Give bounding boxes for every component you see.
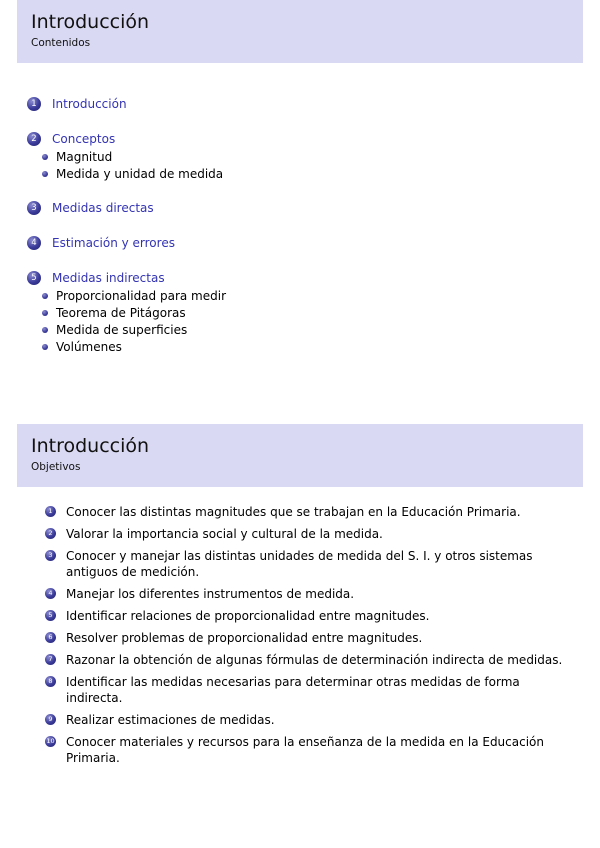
enum-number-icon: 4 [45, 588, 56, 599]
toc-section-5[interactable] [27, 269, 567, 355]
objective-item [45, 586, 565, 602]
objective-text: Conocer las distintas magnitudes que se trabajan en la Educación Primaria. [66, 505, 521, 519]
section-number-icon: 4 [27, 236, 41, 250]
toc-subsection-label: Medida de superficies [56, 322, 188, 337]
toc-subsection-label: Volúmenes [56, 339, 122, 354]
enum-number-icon: 3 [45, 550, 56, 561]
objective-item [45, 712, 565, 728]
bullet-icon [42, 293, 48, 299]
toc-section-1[interactable] [27, 95, 567, 113]
enum-number-icon: 10 [46, 737, 55, 745]
enum-number-icon: 9 [45, 714, 56, 725]
objective-text: Conocer materiales y recursos para la enseñanza de la medida en la Educación Primaria. [66, 735, 544, 765]
enum-number-icon: 6 [45, 632, 56, 643]
objective-item [45, 526, 565, 542]
objective-text: Realizar estimaciones de medidas. [66, 713, 275, 727]
frame-header [17, 424, 583, 487]
section-number-icon: 3 [27, 201, 41, 215]
bullet-icon [42, 344, 48, 350]
objectives-list [45, 504, 565, 772]
toc-subsection[interactable] [42, 287, 567, 304]
objective-item [45, 504, 565, 520]
frame-subtitle: Objetivos [31, 461, 81, 473]
toc-subsection-list [42, 148, 567, 182]
toc-subsection-label: Teorema de Pitágoras [56, 305, 186, 320]
frame-title: Introducción [31, 435, 150, 457]
objective-text: Identificar las medidas necesarias para determinar otras medidas de forma indirecta. [66, 675, 520, 705]
toc-section-2[interactable] [27, 130, 567, 182]
section-number-icon: 2 [27, 132, 41, 146]
section-number-icon: 1 [27, 97, 41, 111]
toc-section-3[interactable] [27, 199, 567, 217]
bullet-icon [42, 171, 48, 177]
bullet-icon [42, 327, 48, 333]
objective-text: Resolver problemas de proporcionalidad entre magnitudes. [66, 631, 423, 645]
objective-item [45, 608, 565, 624]
toc-subsection[interactable] [42, 321, 567, 338]
objective-item [45, 734, 565, 766]
toc-subsection-label: Proporcionalidad para medir [56, 288, 226, 303]
slide-contenidos [17, 0, 583, 424]
toc-subsection[interactable] [42, 148, 567, 165]
toc-subsection-label: Magnitud [56, 149, 113, 164]
enum-number-icon: 8 [45, 676, 56, 687]
toc-subsection-list [42, 287, 567, 355]
objective-item [45, 652, 565, 668]
objective-item [45, 630, 565, 646]
objective-item [45, 548, 565, 580]
toc-subsection[interactable] [42, 304, 567, 321]
section-number-icon: 5 [27, 271, 41, 285]
toc-section-label[interactable]: Medidas directas [52, 201, 154, 215]
toc-section-label[interactable]: Medidas indirectas [52, 271, 165, 285]
bullet-icon [42, 310, 48, 316]
enum-number-icon: 5 [45, 610, 56, 621]
objective-text: Valorar la importancia social y cultural de la medida. [66, 527, 383, 541]
toc-section-4[interactable] [27, 234, 567, 252]
frame-header [17, 0, 583, 63]
enum-number-icon: 7 [45, 654, 56, 665]
frame-subtitle: Contenidos [31, 37, 91, 49]
toc-section-label[interactable]: Introducción [52, 97, 127, 111]
bullet-icon [42, 154, 48, 160]
enum-number-icon: 2 [45, 528, 56, 539]
toc-section-label[interactable]: Conceptos [52, 132, 116, 146]
objective-text: Conocer y manejar las distintas unidades de medida del S. I. y otros sistemas antiguos de medición. [66, 549, 533, 579]
objective-text: Identificar relaciones de proporcionalidad entre magnitudes. [66, 609, 430, 623]
objective-item [45, 674, 565, 706]
objective-text: Razonar la obtención de algunas fórmulas de determinación indirecta de medidas. [66, 653, 563, 667]
frame-title: Introducción [31, 11, 150, 33]
toc-section-label[interactable]: Estimación y errores [52, 236, 175, 250]
toc-subsection[interactable] [42, 338, 567, 355]
toc-subsection[interactable] [42, 165, 567, 182]
table-of-contents [27, 95, 567, 355]
toc-subsection-label: Medida y unidad de medida [56, 166, 224, 181]
enum-number-icon: 1 [45, 506, 56, 517]
objective-text: Manejar los diferentes instrumentos de medida. [66, 587, 355, 601]
slide-objetivos [17, 424, 583, 848]
